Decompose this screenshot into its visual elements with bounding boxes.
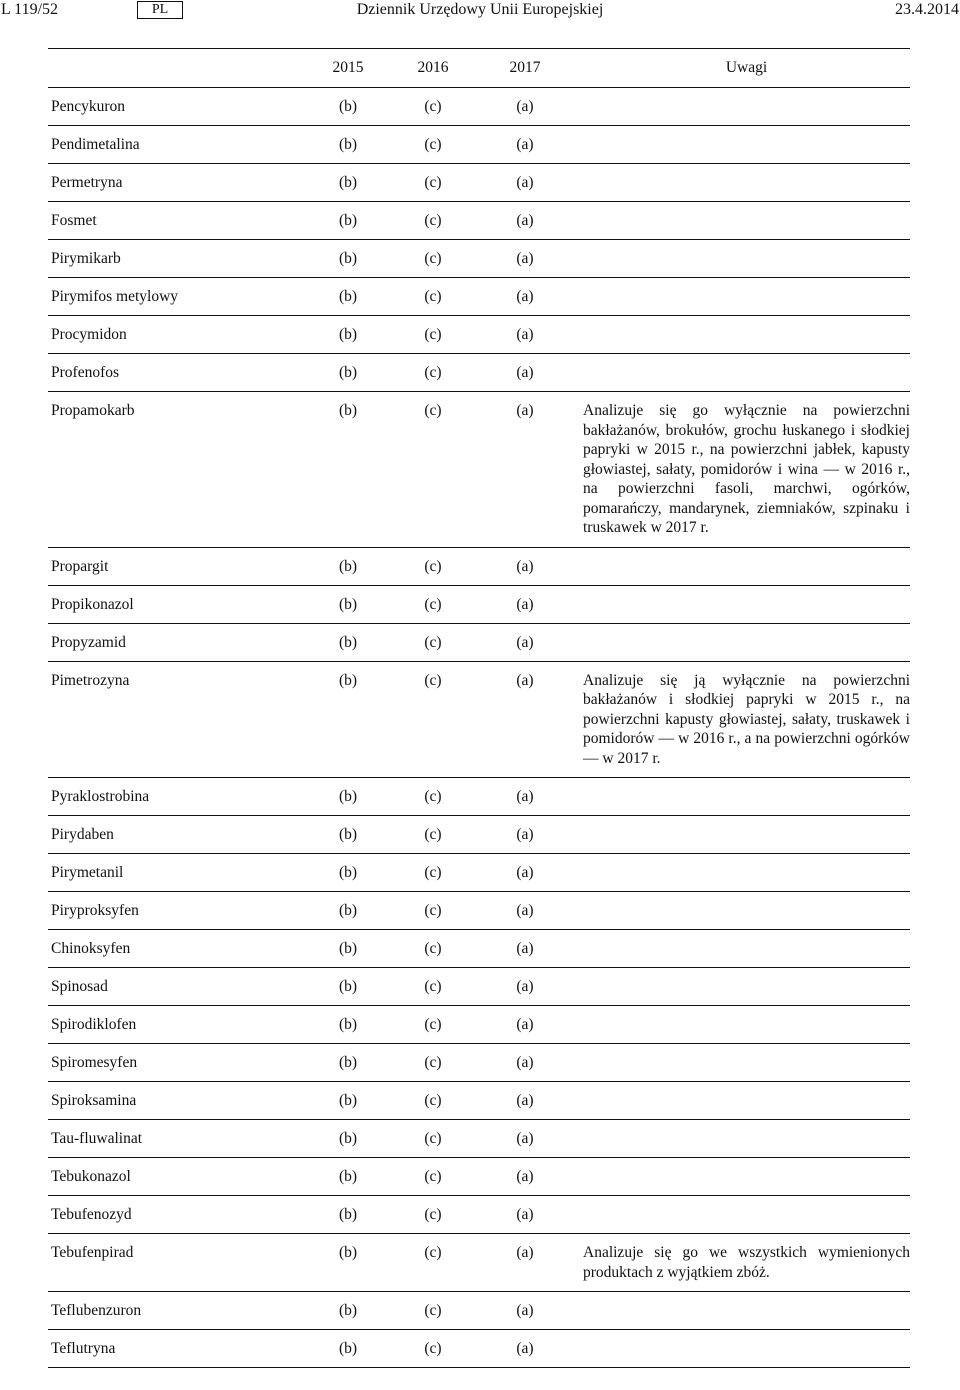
substance-name: Tau-fluwalinat xyxy=(51,1130,143,1147)
year-2015-value: (b) xyxy=(338,212,358,229)
year-2015-value: (b) xyxy=(338,250,358,267)
year-2017-value: (a) xyxy=(516,1302,534,1319)
year-2017-value: (a) xyxy=(516,1016,534,1033)
substance-name: Pimetrozyna xyxy=(51,671,130,689)
year-2016-value: (c) xyxy=(424,1244,442,1261)
year-2016-value: (c) xyxy=(424,288,442,305)
year-2016-value: (c) xyxy=(424,1302,442,1319)
journal-title: Dziennik Urzędowy Unii Europejskiej xyxy=(356,1,604,18)
table-row xyxy=(48,1120,910,1158)
year-2016-value: (c) xyxy=(424,174,442,191)
year-2016-value: (c) xyxy=(424,826,442,843)
substance-name: Propargit xyxy=(51,557,109,575)
year-2015-value: (b) xyxy=(338,326,358,343)
year-2016-value: (c) xyxy=(424,1016,442,1033)
year-2015-value: (b) xyxy=(338,1054,358,1071)
substance-name: Pirymetanil xyxy=(51,864,124,881)
substance-name: Teflubenzuron xyxy=(51,1302,142,1319)
year-2015-value: (b) xyxy=(338,671,358,689)
page-reference: L 119/52 xyxy=(1,1,59,18)
year-2015-value: (b) xyxy=(338,1302,358,1319)
year-2016-value: (c) xyxy=(424,212,442,229)
substance-name: Procymidon xyxy=(51,326,127,343)
year-2017-value: (a) xyxy=(516,136,534,153)
pesticide-table xyxy=(48,48,910,1368)
year-2016-value: (c) xyxy=(424,364,442,381)
table-row xyxy=(48,126,910,164)
table-row xyxy=(48,1234,910,1292)
table-row xyxy=(48,1330,910,1368)
table-row xyxy=(48,586,910,624)
substance-name: Permetryna xyxy=(51,174,123,191)
table-row xyxy=(48,854,910,892)
year-2017-value: (a) xyxy=(516,212,534,229)
table-row xyxy=(48,88,910,126)
substance-name: Spiroksamina xyxy=(51,1092,137,1109)
year-2016-value: (c) xyxy=(424,98,442,115)
year-2016-value: (c) xyxy=(424,136,442,153)
table-row xyxy=(48,1006,910,1044)
year-2016-value: (c) xyxy=(424,788,442,805)
year-2017-value: (a) xyxy=(516,633,534,651)
table-row xyxy=(48,816,910,854)
year-2017-value: (a) xyxy=(516,902,534,919)
year-2015-value: (b) xyxy=(338,1168,358,1185)
year-2017-value: (a) xyxy=(516,788,534,805)
year-2016-value: (c) xyxy=(424,326,442,343)
table-row xyxy=(48,662,910,779)
year-2017-value: (a) xyxy=(516,1130,534,1147)
table-row xyxy=(48,278,910,316)
year-2016-value: (c) xyxy=(424,1206,442,1223)
column-header-2015: 2015 xyxy=(332,59,364,76)
publication-date: 23.4.2014 xyxy=(895,1,959,18)
year-2017-value: (a) xyxy=(516,978,534,995)
substance-name: Tebufenozyd xyxy=(51,1206,132,1223)
substance-name: Teflutryna xyxy=(51,1340,116,1357)
table-row xyxy=(48,202,910,240)
substance-name: Pirydaben xyxy=(51,826,114,843)
year-2016-value: (c) xyxy=(424,557,442,575)
year-2015-value: (b) xyxy=(338,557,358,575)
year-2015-value: (b) xyxy=(338,633,358,651)
year-2016-value: (c) xyxy=(424,940,442,957)
substance-name: Tebufenpirad xyxy=(51,1244,134,1261)
substance-name: Tebukonazol xyxy=(51,1168,131,1185)
year-2015-value: (b) xyxy=(338,902,358,919)
year-2015-value: (b) xyxy=(338,788,358,805)
table-row xyxy=(48,624,910,662)
table-row xyxy=(48,1292,910,1330)
table-row xyxy=(48,240,910,278)
year-2015-value: (b) xyxy=(338,1340,358,1357)
remarks-note: Analizuje się go we wszystkich wymienionych produktach z wyjątkiem zbóż. xyxy=(583,1244,910,1281)
substance-name: Propamokarb xyxy=(51,402,135,419)
substance-name: Piryproksyfen xyxy=(51,902,139,919)
year-2016-value: (c) xyxy=(424,902,442,919)
year-2015-value: (b) xyxy=(338,978,358,995)
year-2017-value: (a) xyxy=(516,174,534,191)
year-2017-value: (a) xyxy=(516,1206,534,1223)
substance-name: Fosmet xyxy=(51,212,97,229)
year-2015-value: (b) xyxy=(338,174,358,191)
table-row xyxy=(48,930,910,968)
year-2017-value: (a) xyxy=(516,826,534,843)
substance-name: Pirymikarb xyxy=(51,250,121,267)
substance-name: Chinoksyfen xyxy=(51,940,131,957)
year-2017-value: (a) xyxy=(516,671,534,689)
year-2016-value: (c) xyxy=(424,595,442,613)
table-row xyxy=(48,1196,910,1234)
year-2016-value: (c) xyxy=(424,978,442,995)
year-2016-value: (c) xyxy=(424,250,442,267)
year-2016-value: (c) xyxy=(424,1340,442,1357)
column-header-2017: 2017 xyxy=(509,59,541,76)
page-header xyxy=(0,0,960,22)
substance-name: Pyraklostrobina xyxy=(51,788,150,805)
remarks-note: Analizuje się go wyłącznie na powierzchni bakłażanów, brokułów, grochu łuskanego i słodkiej papryki w 2015 r., na powierzchni jabłek, kapusty głowiastej, sałaty, pomidorów i wina — w 2016 r., na powierzchni fasoli, marchwi, ogórków, pomarańczy, mandarynek, ziemniaków, szpinaku i truskawek w 2017 r. xyxy=(583,402,910,536)
year-2017-value: (a) xyxy=(516,595,534,613)
year-2015-value: (b) xyxy=(338,364,358,381)
column-header-uwagi: Uwagi xyxy=(725,59,768,76)
year-2017-value: (a) xyxy=(516,364,534,381)
substance-name: Spirodiklofen xyxy=(51,1016,137,1033)
column-header-2016: 2016 xyxy=(417,59,449,76)
substance-name: Profenofos xyxy=(51,364,120,381)
year-2016-value: (c) xyxy=(424,1054,442,1071)
substance-name: Spinosad xyxy=(51,978,108,995)
year-2015-value: (b) xyxy=(338,288,358,305)
year-2017-value: (a) xyxy=(516,326,534,343)
year-2015-value: (b) xyxy=(338,826,358,843)
year-2017-value: (a) xyxy=(516,250,534,267)
year-2017-value: (a) xyxy=(516,557,534,575)
year-2015-value: (b) xyxy=(338,1130,358,1147)
table-row xyxy=(48,968,910,1006)
table-row xyxy=(48,316,910,354)
year-2017-value: (a) xyxy=(516,1054,534,1071)
year-2016-value: (c) xyxy=(424,1092,442,1109)
year-2017-value: (a) xyxy=(516,940,534,957)
year-2016-value: (c) xyxy=(424,864,442,881)
substance-name: Pencykuron xyxy=(51,98,126,115)
year-2015-value: (b) xyxy=(338,595,358,613)
year-2015-value: (b) xyxy=(338,1016,358,1033)
year-2017-value: (a) xyxy=(516,1244,534,1261)
table-header xyxy=(48,48,910,88)
year-2015-value: (b) xyxy=(338,864,358,881)
year-2015-value: (b) xyxy=(338,1244,358,1261)
year-2016-value: (c) xyxy=(424,671,442,689)
year-2015-value: (b) xyxy=(338,1206,358,1223)
year-2016-value: (c) xyxy=(424,1168,442,1185)
year-2016-value: (c) xyxy=(424,402,442,419)
year-2017-value: (a) xyxy=(516,1168,534,1185)
substance-name: Propyzamid xyxy=(51,633,126,651)
year-2016-value: (c) xyxy=(424,1130,442,1147)
table-row xyxy=(48,778,910,816)
substance-name: Propikonazol xyxy=(51,595,134,613)
table-row xyxy=(48,1082,910,1120)
year-2015-value: (b) xyxy=(338,940,358,957)
table-row xyxy=(48,548,910,586)
year-2017-value: (a) xyxy=(516,288,534,305)
year-2015-value: (b) xyxy=(338,402,358,419)
remarks-note: Analizuje się ją wyłącznie na powierzchni bakłażanów i słodkiej papryki w 2015 r., na powierzchni kapusty głowiastej, sałaty, truskawek i pomidorów — w 2016 r., a na powierzchni ogórków — w 2017 r. xyxy=(583,671,910,767)
language-badge: PL xyxy=(137,1,183,19)
substance-name: Spiromesyfen xyxy=(51,1054,138,1071)
table-row xyxy=(48,392,910,548)
table-row xyxy=(48,892,910,930)
year-2015-value: (b) xyxy=(338,1092,358,1109)
year-2016-value: (c) xyxy=(424,633,442,651)
year-2015-value: (b) xyxy=(338,98,358,115)
substance-name: Pirymifos metylowy xyxy=(51,288,179,305)
year-2017-value: (a) xyxy=(516,864,534,881)
year-2017-value: (a) xyxy=(516,402,534,419)
table-row xyxy=(48,1044,910,1082)
substance-name: Pendimetalina xyxy=(51,136,140,153)
year-2017-value: (a) xyxy=(516,98,534,115)
table-row xyxy=(48,1158,910,1196)
year-2017-value: (a) xyxy=(516,1340,534,1357)
year-2017-value: (a) xyxy=(516,1092,534,1109)
table-row xyxy=(48,354,910,392)
table-row xyxy=(48,164,910,202)
table-body xyxy=(48,88,910,1368)
year-2015-value: (b) xyxy=(338,136,358,153)
